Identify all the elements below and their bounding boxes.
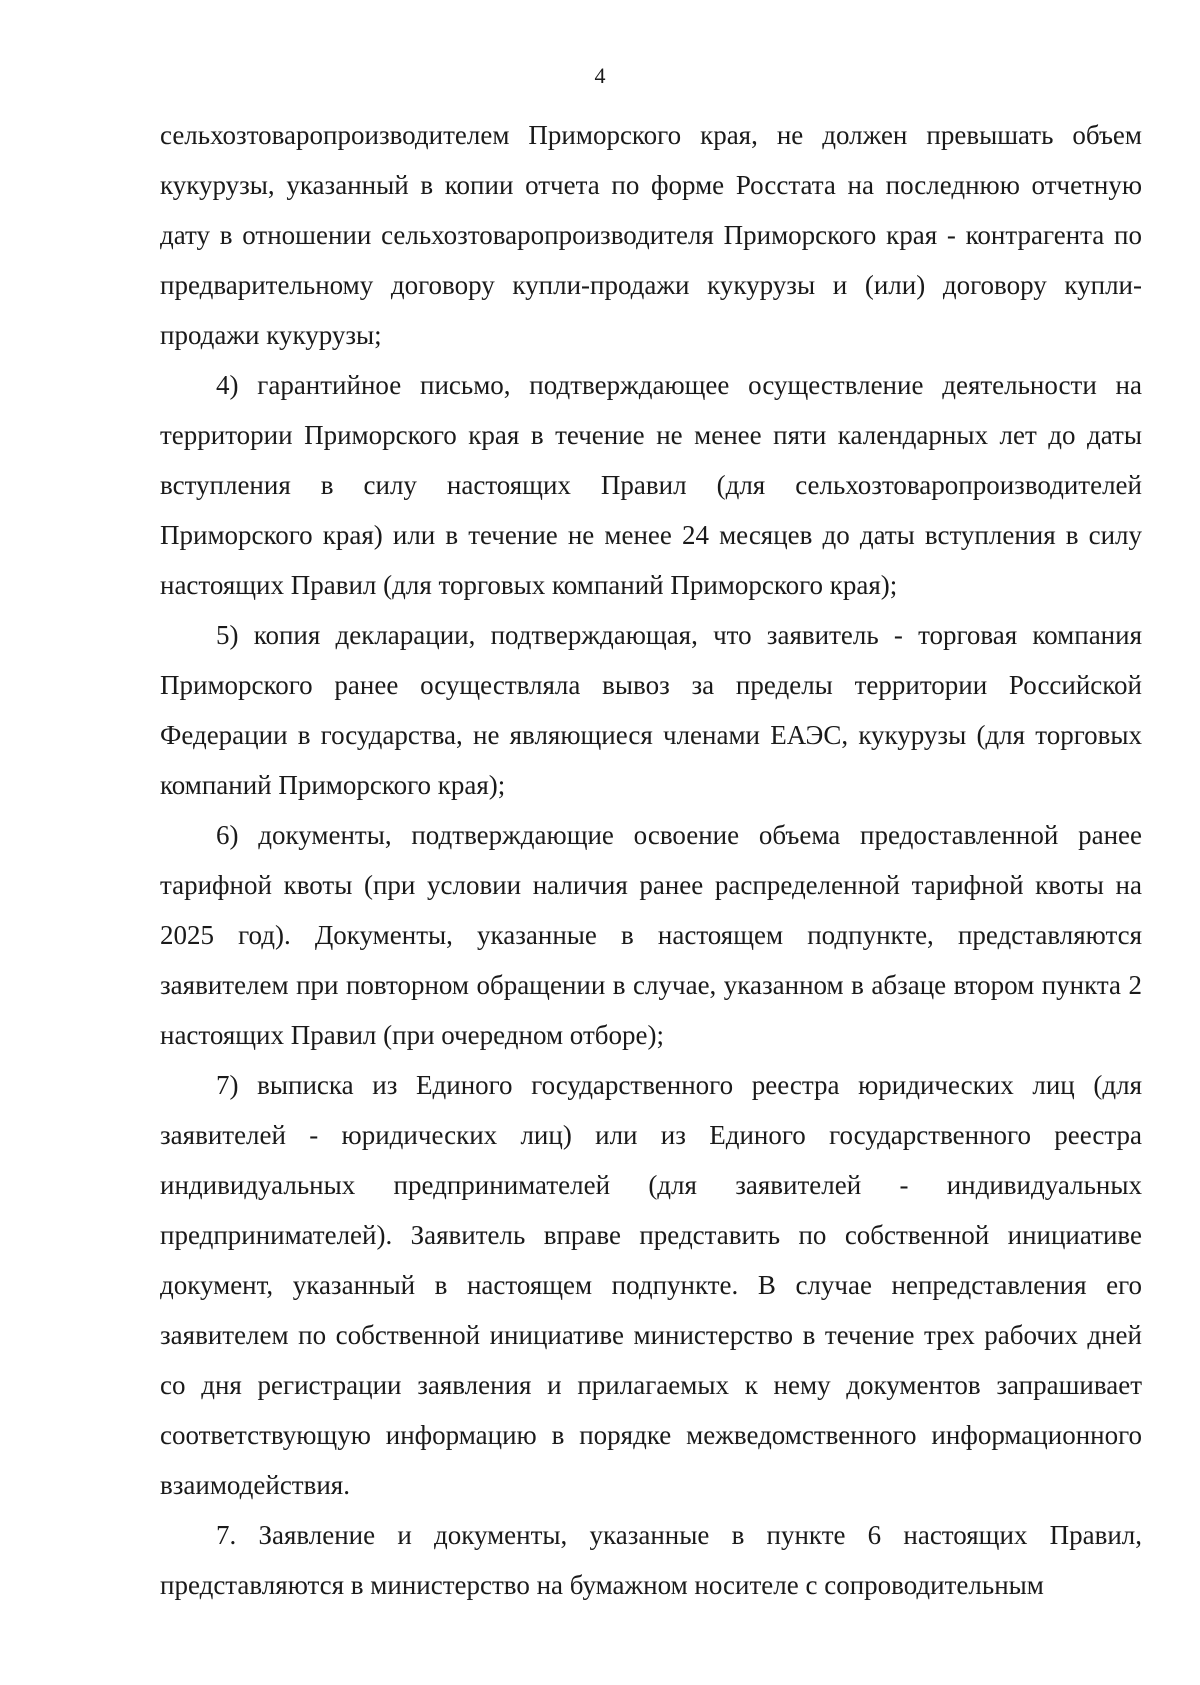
paragraph-clause-7: 7. Заявление и документы, указанные в пункте 6 настоящих Правил, представляются в министерство на бумажном носителе с сопроводительным bbox=[160, 1520, 1142, 1600]
paragraph-item-5: 5) копия декларации, подтверждающая, что заявитель - торговая компания Приморского ранее осуществляла вывоз за пределы территории Российской Федерации в государства, не являющиеся членами ЕАЭС, кукурузы (для торговых компаний Приморского края); bbox=[160, 620, 1142, 800]
paragraph-item-4: 4) гарантийное письмо, подтверждающее осуществление деятельности на территории Приморского края в течение не менее пяти календарных лет до даты вступления в силу настоящих Правил (для сельхозтоваропроизводителей Приморского края) или в течение не менее 24 месяцев до даты вступления в силу настоящих Правил (для торговых компаний Приморского края); bbox=[160, 370, 1142, 600]
paragraph-continuation: сельхозтоваропроизводителем Приморского края, не должен превышать объем кукурузы, указанный в копии отчета по форме Росстата на последнюю отчетную дату в отношении сельхозтоваропроизводителя Приморского края - контрагента по предварительному договору купли-продажи кукурузы и (или) договору купли-продажи кукурузы; bbox=[160, 120, 1142, 350]
document-body bbox=[160, 110, 1142, 1610]
page-number: 4 bbox=[594, 63, 606, 88]
paragraph-item-6: 6) документы, подтверждающие освоение объема предоставленной ранее тарифной квоты (при условии наличия ранее распределенной тарифной квоты на 2025 год). Документы, указанные в настоящем подпункте, представляются заявителем при повторном обращении в случае, указанном в абзаце втором пункта 2 настоящих Правил (при очередном отборе); bbox=[160, 820, 1142, 1050]
paragraph-item-7: 7) выписка из Единого государственного реестра юридических лиц (для заявителей - юридических лиц) или из Единого государственного реестра индивидуальных предпринимателей (для заявителей - индивидуальных предпринимателей). Заявитель вправе представить по собственной инициативе документ, указанный в настоящем подпункте. В случае непредставления его заявителем по собственной инициативе министерство в течение трех рабочих дней со дня регистрации заявления и прилагаемых к нему документов запрашивает соответствующую информацию в порядке межведомственного информационного взаимодействия. bbox=[160, 1070, 1142, 1500]
